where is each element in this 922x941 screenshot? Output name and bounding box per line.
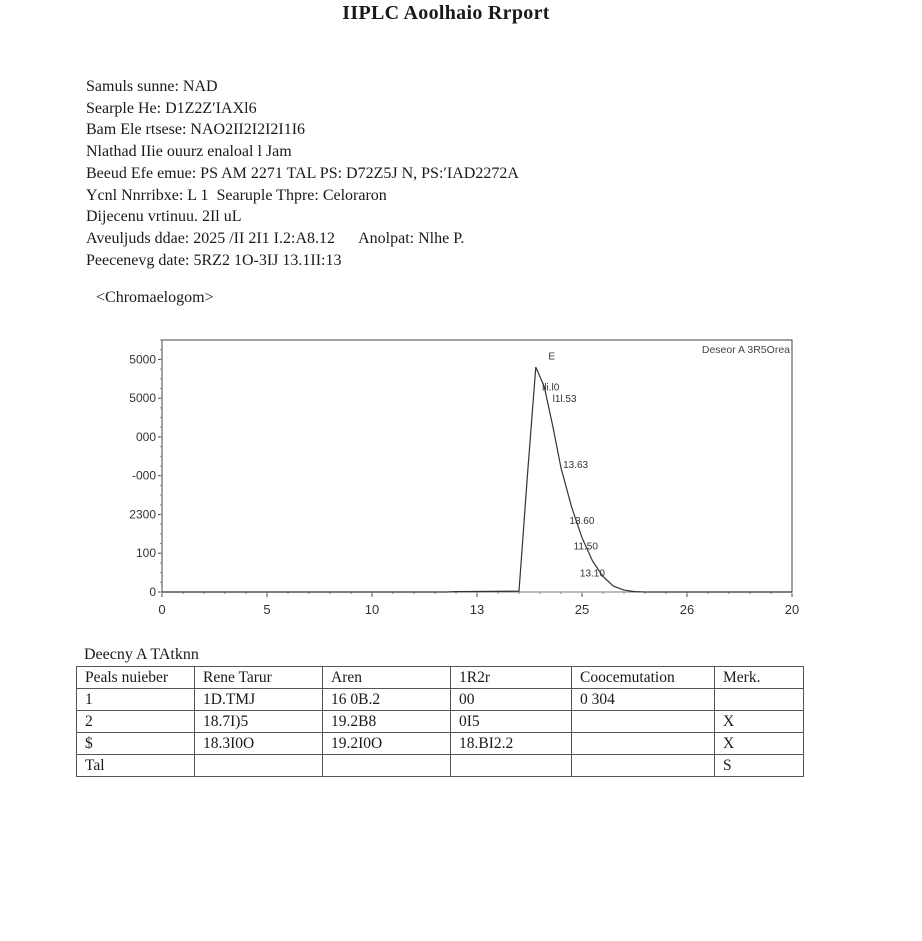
table-cell: X [715,711,804,733]
x-tick-label: 5 [263,602,271,617]
y-tick-label: 2300 [129,507,156,522]
peak-annotation: E [548,351,556,363]
chromatogram-trace [162,367,792,592]
chromatogram-label: <Chromaelogom> [96,289,214,306]
table-row [77,711,804,733]
table-cell: S [715,755,804,777]
table-cell: 18.7I)5 [195,711,323,733]
y-tick-label: 100 [135,546,156,561]
detector-label: Deseor A 3R5Orea [701,344,790,356]
y-tick-label: -000 [131,468,156,483]
peak-annotation: 11.50 [573,541,598,553]
peak-annotation: 13.60 [569,516,595,528]
x-tick-label: 20 [784,602,800,617]
table-cell: 2 [77,711,195,733]
header-area: Aren [323,667,451,689]
table-cell [572,755,715,777]
meta-line-data-file: Bam Ele rtsese: NAO2II2I2I2I1I6 [86,121,306,139]
header-peak-number: Peals nuieber [77,667,195,689]
table-cell: 1 [77,689,195,711]
peak-annotation: l1l.53 [552,394,577,406]
x-tick-label: 25 [574,602,590,617]
y-tick-label: 5000 [129,352,156,367]
table-cell: $ [77,733,195,755]
peak-annotation: 13.63 [563,459,589,471]
table-cell: 16 0B.2 [323,689,451,711]
table-cell: X [715,733,804,755]
meta-line-sample-file: Searple He: D1Z2Z′IAXl6 [86,99,257,117]
table-row [77,689,804,711]
table-cell: Tal [77,755,195,777]
table-cell: 0I5 [451,711,572,733]
x-tick-label: 26 [679,602,695,617]
header-retention-time: Rene Tarur [195,667,323,689]
table-cell: 0 304 [572,689,715,711]
meta-line-processing-date: Peecenevg date: 5RZ2 1O-3IJ 13.1II:13 [86,251,342,269]
table-cell: 18.3I0O [195,733,323,755]
peak-results-table [76,666,804,777]
header-concentration: Coocemutation [572,667,715,689]
x-tick-label: 13 [469,602,485,617]
table-cell [451,755,572,777]
x-tick-label: 10 [364,602,380,617]
sample-metadata [86,76,519,271]
peak-annotation: lli.l0 [542,382,560,394]
table-cell: 18.BI2.2 [451,733,572,755]
table-cell: 19.2I0O [323,733,451,755]
y-tick-label: 000 [135,429,156,444]
x-tick-label: 0 [158,602,166,617]
y-tick-label: 0 [149,585,156,599]
report-title: IIPLC Aoolhaio Rrport [342,2,550,24]
meta-line-injection-volume: Dijecenu vrtinuu. 2Il uL [86,208,242,226]
table-cell [572,733,715,755]
table-cell: 19.2B8 [323,711,451,733]
header-mark: Merk. [715,667,804,689]
table-cell [715,689,804,711]
detector-table-caption: Deecny A TAtknn [84,646,199,663]
chromatogram-chart [110,330,810,630]
table-cell: 1D.TMJ [195,689,323,711]
meta-line-sample-name: Samuls sunne: NAD [86,78,218,95]
table-cell [195,755,323,777]
header-height: 1R2r [451,667,572,689]
table-cell: 00 [451,689,572,711]
plot-frame [162,340,792,592]
y-tick-label: 5000 [129,391,156,406]
table-cell [323,755,451,777]
meta-line-vial-number: Ycnl Nnrribxe: L 1 Searuple Thpre: Celoraron [86,186,387,204]
table-total-row [77,755,804,777]
table-cell [572,711,715,733]
peak-annotation: 13.10 [579,568,605,580]
meta-line-method-file: Nlathad IIie ouurz enaloal l Jam [86,143,292,161]
table-row [77,733,804,755]
meta-line-batch-file: Beeud Efe emue: PS AM 2271 TAL PS: D72Z5J N, PS:′IAD2272A [86,164,519,182]
table-header-row [77,667,804,689]
meta-line-analysis-date: Aveuljuds ddae: 2025 /II 2I1 I.2:A8.12 Anolpat: Nlhe P. [86,229,465,247]
